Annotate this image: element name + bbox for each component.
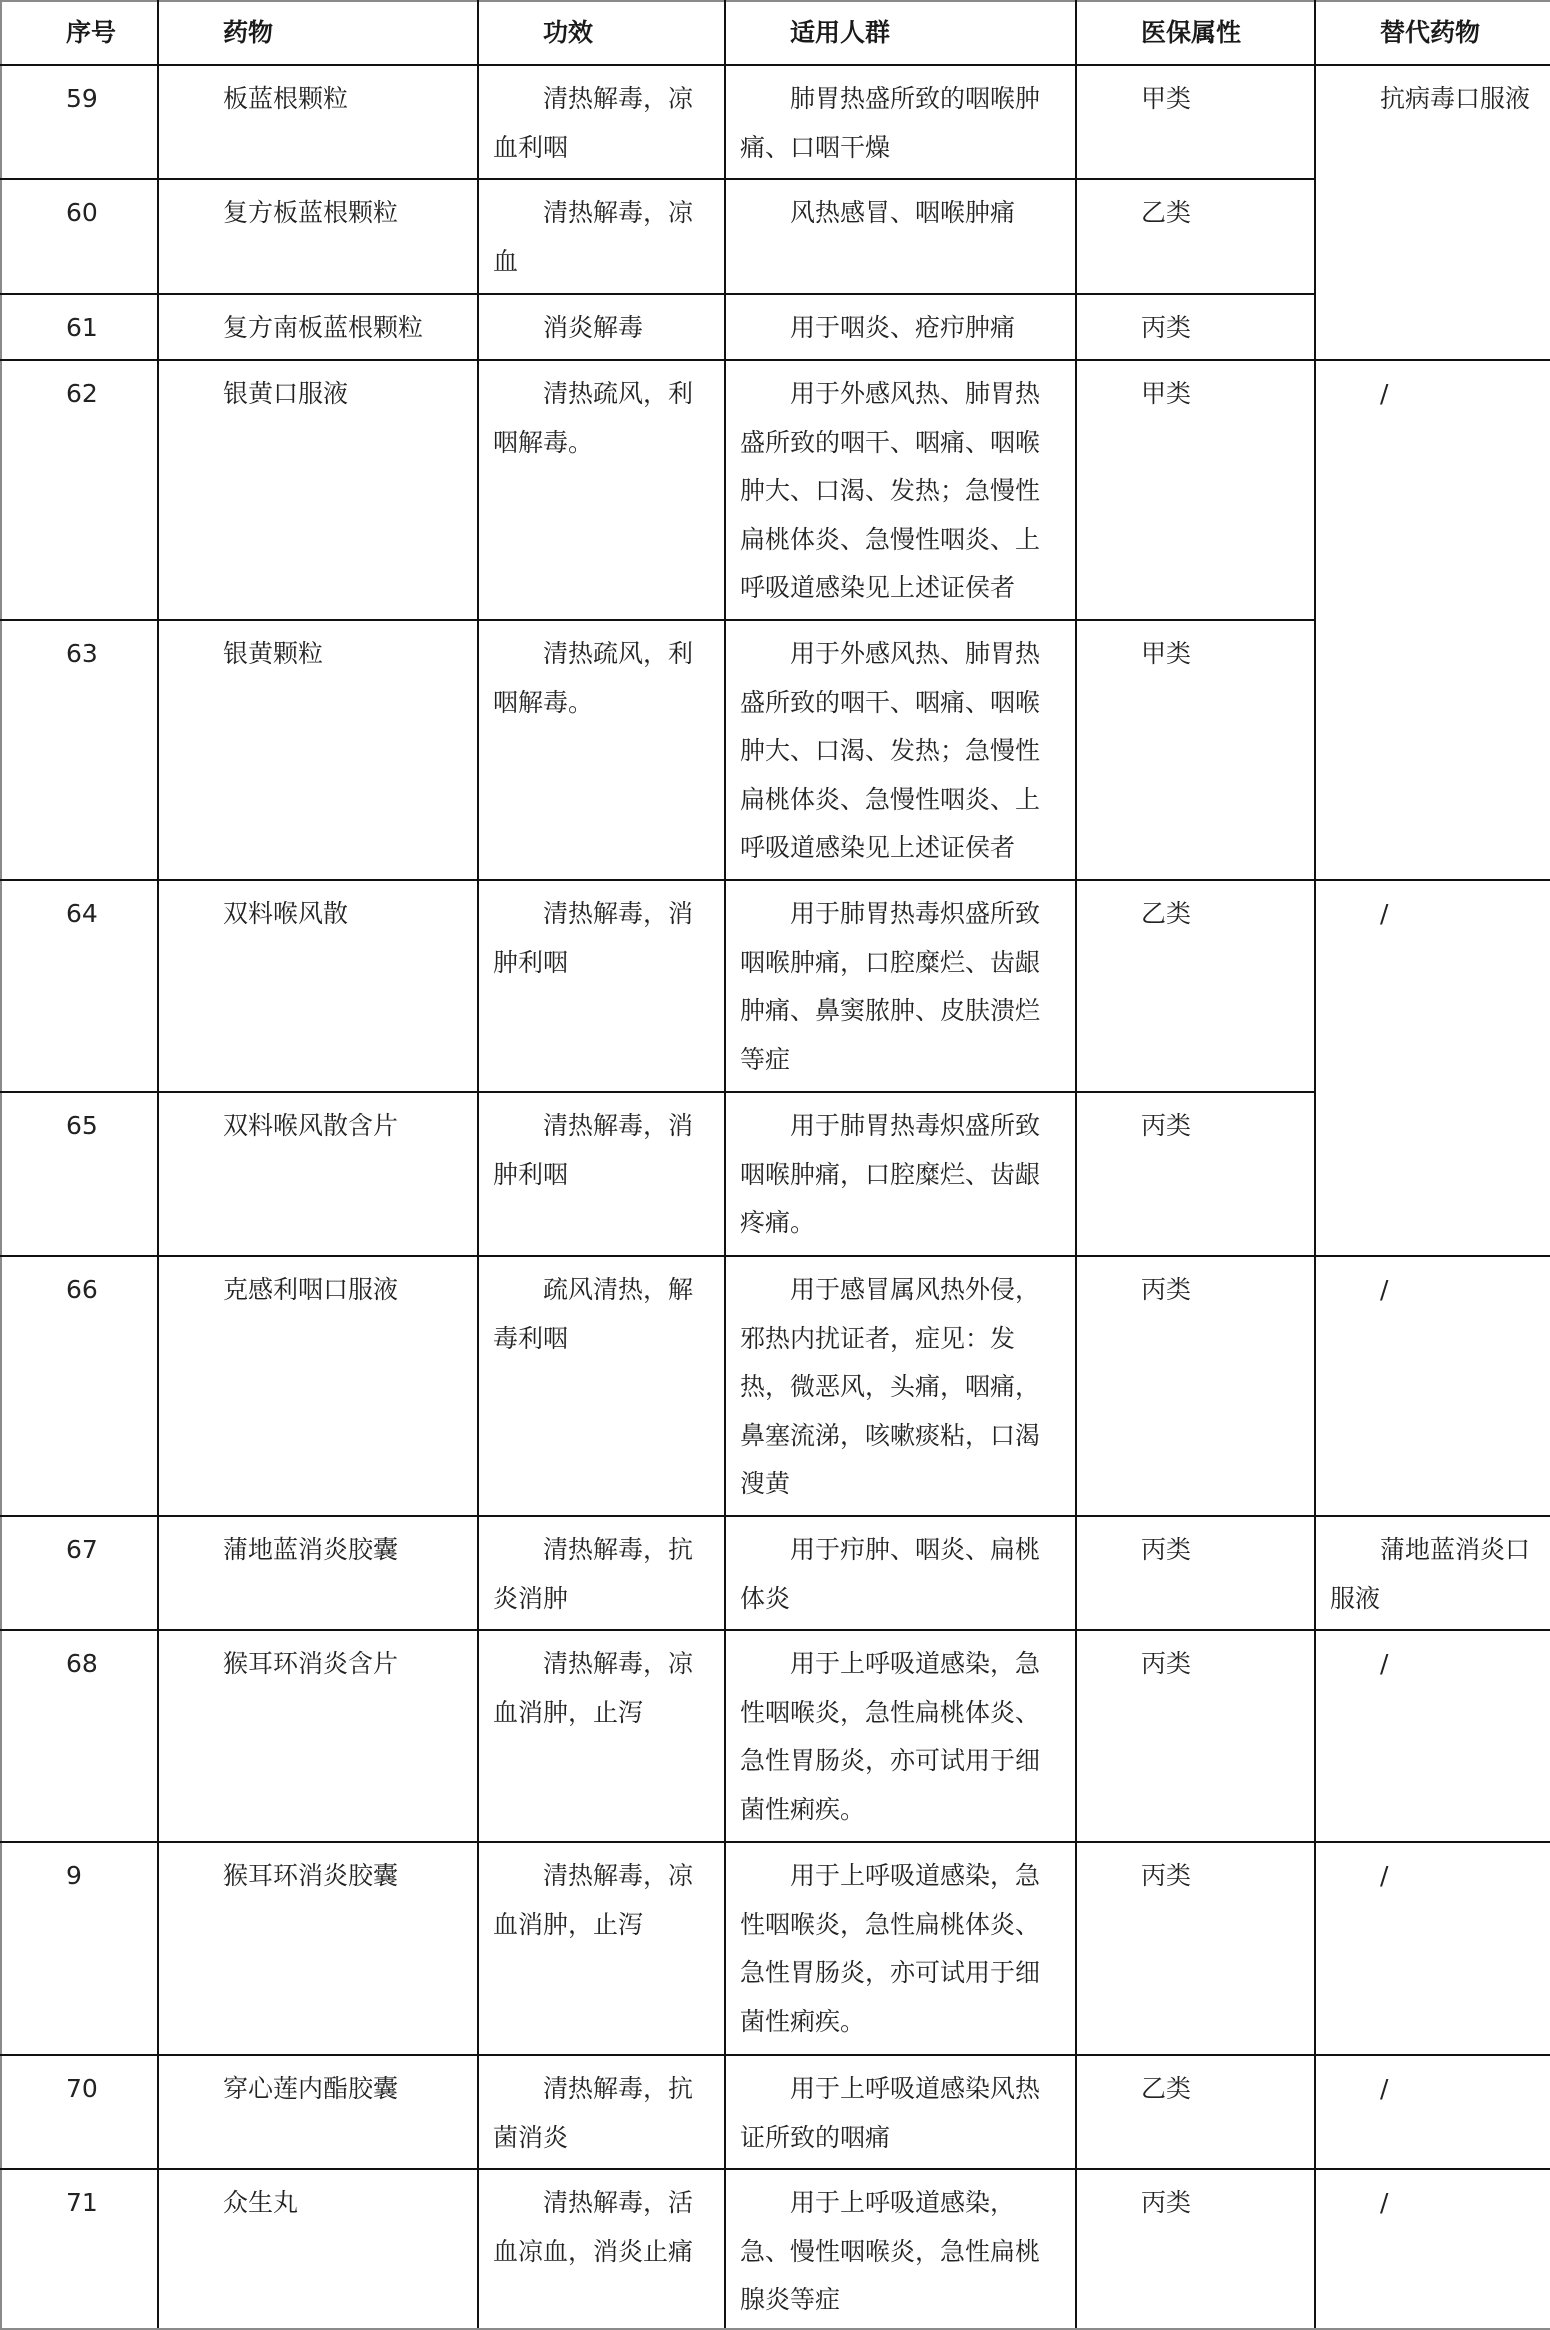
cell-insurance: 丙类: [1076, 1630, 1315, 1842]
cell-effect: 清热疏风，利咽解毒。: [478, 620, 725, 880]
header-alternative: 替代药物: [1315, 1, 1550, 65]
cell-population: 肺胃热盛所致的咽喉肿痛、口咽干燥: [725, 65, 1076, 179]
table-row: [1, 1516, 1550, 1630]
cell-seq: 59: [1, 65, 158, 179]
cell-seq: 71: [1, 2169, 158, 2329]
cell-population: 用于咽炎、疮疖肿痛: [725, 294, 1076, 360]
header-insurance: 医保属性: [1076, 1, 1315, 65]
cell-alternative: /: [1315, 2055, 1550, 2169]
cell-seq: 66: [1, 1256, 158, 1516]
cell-population: 用于上呼吸道感染风热证所致的咽痛: [725, 2055, 1076, 2169]
table-row: [1, 65, 1550, 179]
cell-seq: 70: [1, 2055, 158, 2169]
cell-seq: 64: [1, 880, 158, 1092]
cell-population: 用于外感风热、肺胃热盛所致的咽干、咽痛、咽喉肿大、口渴、发热；急慢性扁桃体炎、急慢性咽炎、上呼吸道感染见上述证侯者: [725, 620, 1076, 880]
cell-effect: 清热解毒，凉血利咽: [478, 65, 725, 179]
cell-population: 用于外感风热、肺胃热盛所致的咽干、咽痛、咽喉肿大、口渴、发热；急慢性扁桃体炎、急慢性咽炎、上呼吸道感染见上述证侯者: [725, 360, 1076, 620]
cell-insurance: 丙类: [1076, 294, 1315, 360]
cell-seq: 60: [1, 179, 158, 294]
header-seq: 序号: [1, 1, 158, 65]
cell-drug: 猴耳环消炎胶囊: [158, 1842, 478, 2055]
cell-effect: 清热疏风，利咽解毒。: [478, 360, 725, 620]
cell-effect: 清热解毒，消肿利咽: [478, 1092, 725, 1256]
table-row: [1, 1842, 1550, 2055]
cell-effect: 清热解毒，凉血消肿，止泻: [478, 1842, 725, 2055]
table-row: [1, 2055, 1550, 2169]
table-header-row: [1, 1, 1550, 65]
header-effect: 功效: [478, 1, 725, 65]
cell-population: 用于感冒属风热外侵，邪热内扰证者，症见：发热，微恶风，头痛，咽痛，鼻塞流涕，咳嗽痰粘，口渴溲黄: [725, 1256, 1076, 1516]
cell-insurance: 丙类: [1076, 1516, 1315, 1630]
cell-effect: 清热解毒，抗炎消肿: [478, 1516, 725, 1630]
cell-effect: 清热解毒，抗菌消炎: [478, 2055, 725, 2169]
cell-alternative: /: [1315, 360, 1550, 880]
cell-drug: 猴耳环消炎含片: [158, 1630, 478, 1842]
cell-population: 用于肺胃热毒炽盛所致咽喉肿痛，口腔糜烂、齿龈疼痛。: [725, 1092, 1076, 1256]
table-row: [1, 1630, 1550, 1842]
table-row: [1, 360, 1550, 620]
cell-drug: 蒲地蓝消炎胶囊: [158, 1516, 478, 1630]
cell-population: 风热感冒、咽喉肿痛: [725, 179, 1076, 294]
cell-effect: 消炎解毒: [478, 294, 725, 360]
cell-alternative: /: [1315, 1842, 1550, 2055]
cell-alternative: 蒲地蓝消炎口服液: [1315, 1516, 1550, 1630]
cell-drug: 银黄颗粒: [158, 620, 478, 880]
cell-alternative: 抗病毒口服液: [1315, 65, 1550, 360]
header-population: 适用人群: [725, 1, 1076, 65]
cell-seq: 68: [1, 1630, 158, 1842]
header-drug: 药物: [158, 1, 478, 65]
cell-insurance: 丙类: [1076, 1842, 1315, 2055]
cell-insurance: 乙类: [1076, 179, 1315, 294]
cell-insurance: 丙类: [1076, 2169, 1315, 2329]
cell-effect: 清热解毒，凉血: [478, 179, 725, 294]
cell-drug: 克感利咽口服液: [158, 1256, 478, 1516]
cell-population: 用于肺胃热毒炽盛所致咽喉肿痛，口腔糜烂、齿龈肿痛、鼻窦脓肿、皮肤溃烂等症: [725, 880, 1076, 1092]
cell-insurance: 乙类: [1076, 2055, 1315, 2169]
cell-insurance: 乙类: [1076, 880, 1315, 1092]
cell-drug: 双料喉风散: [158, 880, 478, 1092]
cell-alternative: /: [1315, 2169, 1550, 2329]
cell-alternative: /: [1315, 880, 1550, 1256]
cell-drug: 复方南板蓝根颗粒: [158, 294, 478, 360]
cell-insurance: 丙类: [1076, 1092, 1315, 1256]
table-row: [1, 2169, 1550, 2329]
cell-population: 用于疖肿、咽炎、扁桃体炎: [725, 1516, 1076, 1630]
cell-alternative: /: [1315, 1256, 1550, 1516]
cell-effect: 清热解毒，消肿利咽: [478, 880, 725, 1092]
cell-population: 用于上呼吸道感染，急性咽喉炎，急性扁桃体炎、急性胃肠炎，亦可试用于细菌性痢疾。: [725, 1630, 1076, 1842]
cell-drug: 板蓝根颗粒: [158, 65, 478, 179]
cell-seq: 9: [1, 1842, 158, 2055]
cell-effect: 清热解毒，凉血消肿，止泻: [478, 1630, 725, 1842]
cell-drug: 银黄口服液: [158, 360, 478, 620]
cell-seq: 63: [1, 620, 158, 880]
cell-insurance: 甲类: [1076, 65, 1315, 179]
cell-seq: 62: [1, 360, 158, 620]
cell-seq: 65: [1, 1092, 158, 1256]
cell-insurance: 甲类: [1076, 360, 1315, 620]
cell-insurance: 甲类: [1076, 620, 1315, 880]
cell-drug: 双料喉风散含片: [158, 1092, 478, 1256]
cell-alternative: /: [1315, 1630, 1550, 1842]
cell-seq: 61: [1, 294, 158, 360]
cell-drug: 复方板蓝根颗粒: [158, 179, 478, 294]
table-row: [1, 880, 1550, 1092]
cell-drug: 穿心莲内酯胶囊: [158, 2055, 478, 2169]
cell-seq: 67: [1, 1516, 158, 1630]
cell-population: 用于上呼吸道感染，急、慢性咽喉炎，急性扁桃腺炎等症: [725, 2169, 1076, 2329]
cell-population: 用于上呼吸道感染，急性咽喉炎，急性扁桃体炎、急性胃肠炎，亦可试用于细菌性痢疾。: [725, 1842, 1076, 2055]
cell-effect: 清热解毒，活血凉血，消炎止痛: [478, 2169, 725, 2329]
cell-drug: 众生丸: [158, 2169, 478, 2329]
cell-effect: 疏风清热，解毒利咽: [478, 1256, 725, 1516]
cell-insurance: 丙类: [1076, 1256, 1315, 1516]
table-row: [1, 1256, 1550, 1516]
